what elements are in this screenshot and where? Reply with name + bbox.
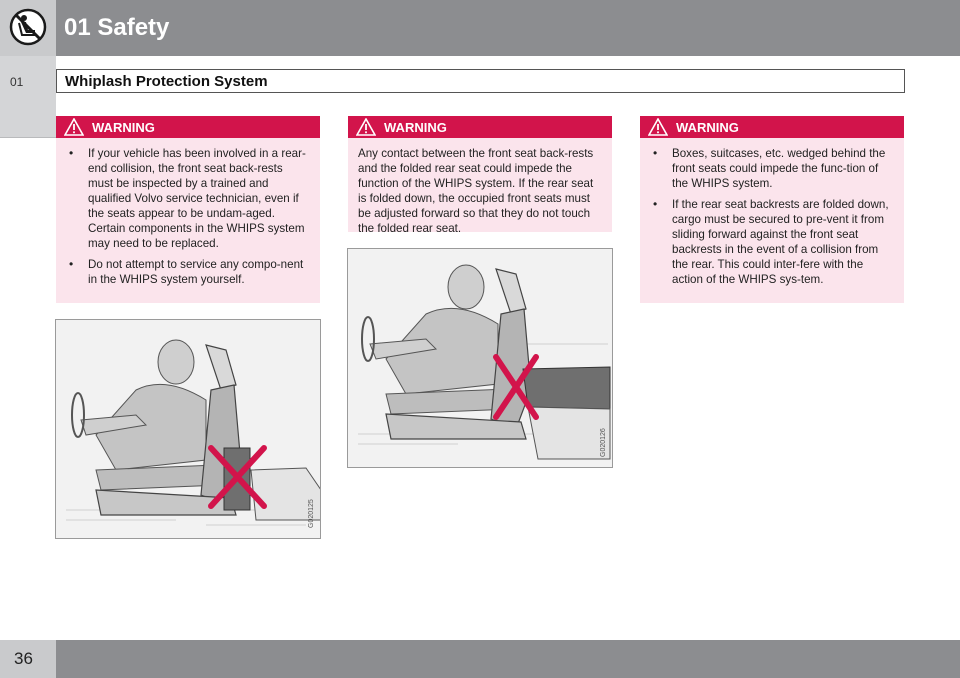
warning-header [56,116,320,138]
figure-seat-box-behind [55,319,321,539]
page-subheading: Whiplash Protection System [56,69,905,93]
warning-triangle-icon [648,118,668,136]
airbag-off-icon [9,8,47,46]
header-icon-box [0,0,56,56]
figure-code: G020125 [308,499,315,528]
section-title: 01 Safety [64,14,170,41]
page-number: 36 [14,649,33,668]
warning-box-3 [640,116,904,303]
figure-code: G020126 [600,428,607,457]
warning-header [348,116,612,138]
seat-illustration [348,249,613,468]
warning-bullet: • If the rear seat backrests are folded down, cargo must be secured to pre-vent it from sliding forward against the front seat backrests in the event of a collision from the rear. This could inter-fere with the action of the WHIPS sys-tem. [650,197,894,287]
warning-header [640,116,904,138]
seat-illustration [56,320,321,539]
warning-title: WARNING [384,119,447,135]
warning-title: WARNING [676,119,739,135]
warning-bullet: • If your vehicle has been involved in a rear-end collision, the front seat back-rests must be inspected by a trained and qualified Volvo service technician, even if the seats appear to be undam-aged. Certain components in the WHIPS system may need to be replaced. [66,146,310,251]
warning-bullet: • Boxes, suitcases, etc. wedged behind the front seats could impede the func-tion of the WHIPS system. [650,146,894,191]
warning-box-2 [348,116,612,235]
warning-text: Any contact between the front seat back-rests and the folded rear seat could impede the function of the WHIPS system. If the rear seat is folded down, the occupied front seats must be adjusted forward so that they do not touch the folded rear seat. [358,147,594,235]
warning-triangle-icon [356,118,376,136]
side-tab-label: 01 [10,75,24,89]
warning-box-1 [56,116,320,303]
warning-title: WARNING [92,119,155,135]
warning-bullet: • Do not attempt to service any compo-nent in the WHIPS system yourself. [66,257,310,287]
side-tab [0,56,56,138]
figure-seat-folded-rear [347,248,613,468]
footer-bar [56,640,960,678]
warning-triangle-icon [64,118,84,136]
